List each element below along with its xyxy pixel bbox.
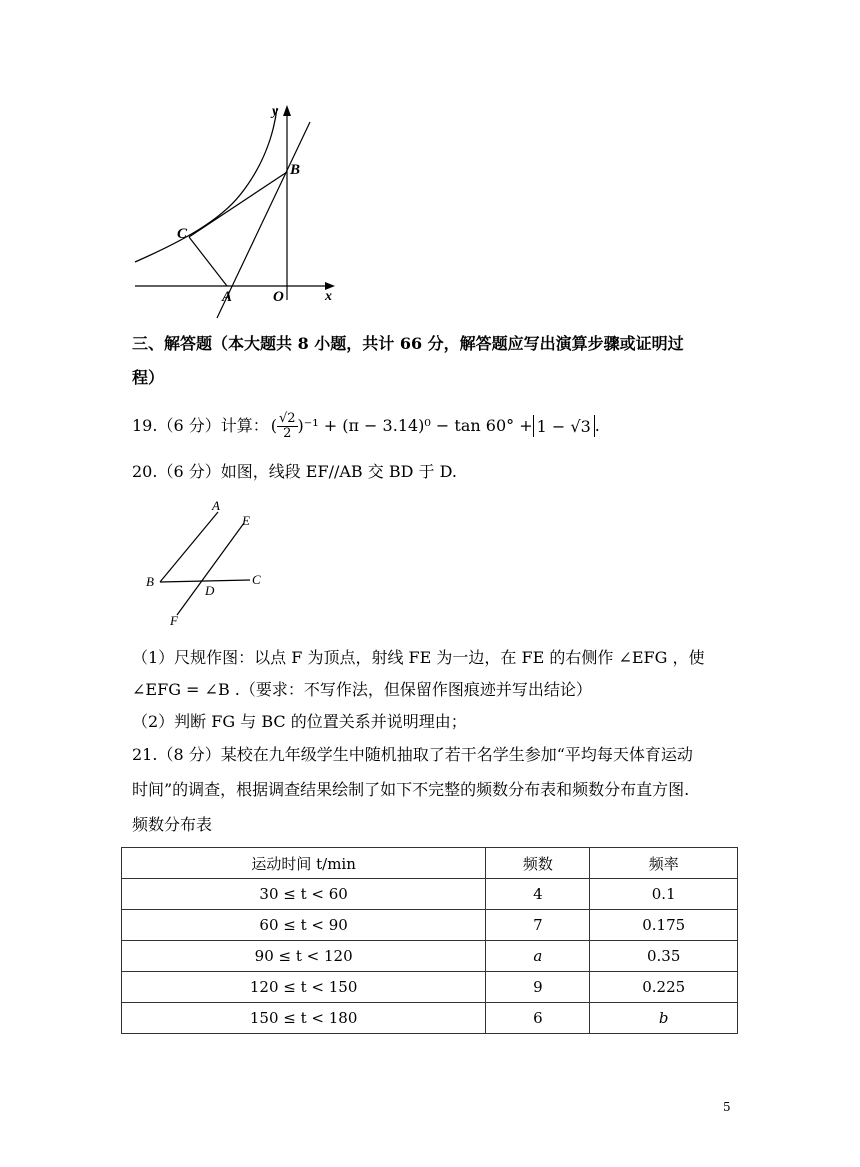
table-cell: 90 ≤ t < 120 (122, 941, 486, 972)
table-row (122, 1003, 738, 1034)
table-cell: 0.225 (590, 972, 738, 1003)
point-f-label: F (170, 613, 178, 628)
table-header: 频率 (590, 848, 738, 879)
point-e-label: E (242, 513, 250, 528)
table-header-row (122, 848, 738, 879)
q20-part1-line1: （1）尺规作图：以点 F 为顶点，射线 FE 为一边，在 FE 的右侧作 ∠EFG ，使 (132, 648, 705, 667)
y-axis-label: y (272, 104, 279, 119)
point-b-label: B (290, 162, 301, 178)
table-cell: 7 (486, 910, 590, 941)
point-a-label: A (222, 289, 233, 305)
table-cell: 0.1 (590, 879, 738, 910)
coordinate-figure (125, 100, 345, 325)
table-row (122, 941, 738, 972)
question-19: 19.（6 分）计算： ( $\frac{√2}{2}$ )⁻¹ + (π − 3.14)⁰ − tan 60° + 1 − √3 . (132, 410, 600, 441)
table-cell: 30 ≤ t < 60 (122, 879, 486, 910)
q20-part1-line2: ∠EFG = ∠B .（要求：不写作法，但保留作图痕迹并写出结论） (132, 680, 592, 699)
table-cell: 120 ≤ t < 150 (122, 972, 486, 1003)
frequency-table (121, 847, 738, 1034)
question-20: 20.（6 分）如图，线段 EF//AB 交 BD 于 D. (132, 462, 457, 481)
table-cell: a (486, 941, 590, 972)
page-number: 5 (723, 1100, 731, 1114)
table-cell: 9 (486, 972, 590, 1003)
table-cell: 0.175 (590, 910, 738, 941)
table-header: 频数 (486, 848, 590, 879)
table-cell: b (590, 1003, 738, 1034)
q20-part2: （2）判断 FG 与 BC 的位置关系并说明理由； (132, 712, 467, 731)
section-heading: 三、解答题（本大题共 8 小题，共计 66 分，解答题应写出演算步骤或证明过 (132, 334, 684, 353)
point-d-label: D (205, 583, 215, 598)
table-row (122, 972, 738, 1003)
table-cell: 60 ≤ t < 90 (122, 910, 486, 941)
question-21-line1: 21.（8 分）某校在九年级学生中随机抽取了若干名学生参加“平均每天体育运动 (132, 745, 693, 764)
table-cell: 0.35 (590, 941, 738, 972)
point-b-label: B (146, 574, 154, 589)
absolute-value: 1 − √3 (533, 415, 595, 437)
section-heading-cont: 程） (132, 368, 165, 387)
fraction: $\frac{√2}{2}$ (278, 410, 296, 441)
point-c-label: C (177, 226, 188, 242)
table-cell: 150 ≤ t < 180 (122, 1003, 486, 1034)
geometry-figure (140, 498, 270, 628)
x-axis-label: x (325, 289, 332, 304)
table-row (122, 910, 738, 941)
table-title: 频数分布表 (132, 815, 213, 834)
point-c-label: C (252, 572, 261, 587)
table-header: 运动时间 t/min (122, 848, 486, 879)
table-cell: 6 (486, 1003, 590, 1034)
question-21-line2: 时间”的调查，根据调查结果绘制了如下不完整的频数分布表和频数分布直方图. (132, 780, 690, 799)
table-row (122, 879, 738, 910)
table-cell: 4 (486, 879, 590, 910)
origin-label: O (273, 289, 284, 305)
point-a-label: A (212, 498, 220, 513)
